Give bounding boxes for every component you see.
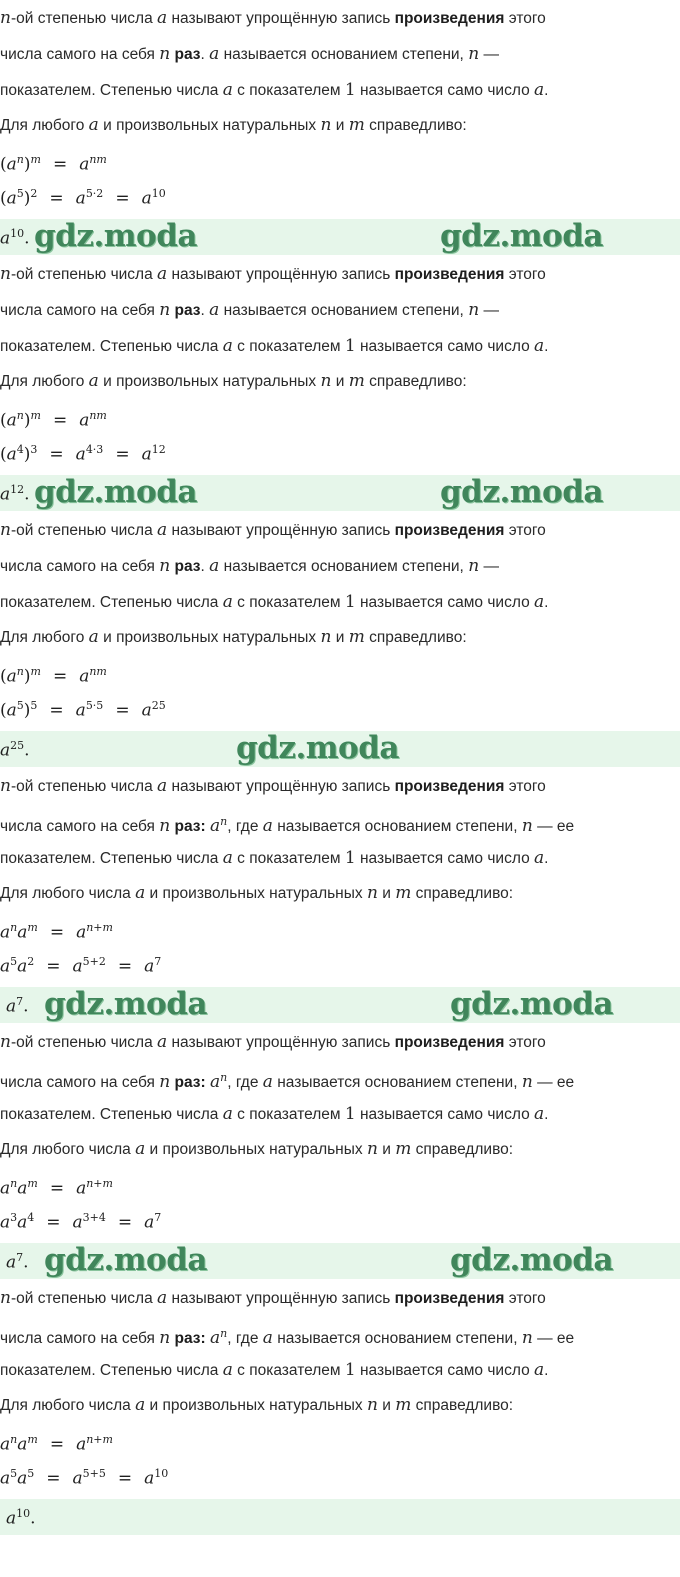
answer-row bbox=[0, 731, 680, 767]
formula-applied: $(a^5)^2 = a^{5\cdot 2} = a^{10}$ bbox=[0, 187, 166, 209]
formula-applied: $a^3a^4 = a^{3+4} = a^7$ bbox=[0, 1211, 162, 1233]
theory-line-3: показателем. Степенью числа a с показателем 1 называется само число a. bbox=[0, 80, 549, 100]
watermark: gdz.moda bbox=[44, 986, 207, 1022]
watermark: gdz.moda bbox=[450, 1242, 613, 1278]
theory-line-1: n-ой степенью числа a называют упрощённую запись произведения этого bbox=[0, 520, 546, 540]
theory-line-1: n-ой степенью числа a называют упрощённую запись произведения этого bbox=[0, 8, 546, 28]
watermark: gdz.moda bbox=[34, 218, 197, 254]
theory-line-2: числа самого на себя n раз: $a^n$, где a называется основанием степени, n — ее bbox=[0, 1327, 575, 1349]
theory-line-3: показателем. Степенью числа a с показателем 1 называется само число a. bbox=[0, 1360, 549, 1380]
exercise-block-2 bbox=[0, 256, 680, 512]
formula-general: $(a^n)^m = a^{nm}$ bbox=[0, 153, 107, 175]
theory-line-4: Для любого числа a и произвольных натуральных n и m справедливо: bbox=[0, 1395, 514, 1415]
theory-line-4: Для любого a и произвольных натуральных n и m справедливо: bbox=[0, 627, 467, 647]
formula-general: $a^na^m = a^{n+m}$ bbox=[0, 921, 113, 943]
theory-line-4: Для любого числа a и произвольных натуральных n и m справедливо: bbox=[0, 883, 514, 903]
answer-text: $a^7$. bbox=[6, 1251, 29, 1273]
theory-line-2: числа самого на себя n раз. a называется основанием степени, n — bbox=[0, 300, 499, 320]
answer-text: $a^{10}$. bbox=[6, 1507, 36, 1529]
watermark: gdz.moda bbox=[440, 474, 603, 510]
theory-line-4: Для любого a и произвольных натуральных n и m справедливо: bbox=[0, 371, 467, 391]
watermark: gdz.moda bbox=[236, 730, 399, 766]
answer-text: $a^{12}$. bbox=[0, 483, 30, 505]
theory-line-3: показателем. Степенью числа a с показателем 1 называется само число a. bbox=[0, 848, 549, 868]
formula-general: $a^na^m = a^{n+m}$ bbox=[0, 1177, 113, 1199]
exercise-block-1 bbox=[0, 0, 680, 256]
theory-line-4: Для любого a и произвольных натуральных n и m справедливо: bbox=[0, 115, 467, 135]
exercise-block-6 bbox=[0, 1280, 680, 1536]
formula-applied: $a^5a^2 = a^{5+2} = a^7$ bbox=[0, 955, 162, 977]
formula-applied: $(a^4)^3 = a^{4\cdot 3} = a^{12}$ bbox=[0, 443, 166, 465]
answer-row bbox=[0, 475, 680, 511]
watermark: gdz.moda bbox=[440, 218, 603, 254]
formula-general: $(a^n)^m = a^{nm}$ bbox=[0, 665, 107, 687]
theory-line-1: n-ой степенью числа a называют упрощённую запись произведения этого bbox=[0, 264, 546, 284]
watermark: gdz.moda bbox=[44, 1242, 207, 1278]
theory-line-1: n-ой степенью числа a называют упрощённую запись произведения этого bbox=[0, 1288, 546, 1308]
theory-line-3: показателем. Степенью числа a с показателем 1 называется само число a. bbox=[0, 1104, 549, 1124]
theory-line-2: числа самого на себя n раз. a называется основанием степени, n — bbox=[0, 44, 499, 64]
answer-text: $a^{25}$. bbox=[0, 739, 30, 761]
exercise-block-5 bbox=[0, 1024, 680, 1280]
formula-general: $a^na^m = a^{n+m}$ bbox=[0, 1433, 113, 1455]
theory-line-4: Для любого числа a и произвольных натуральных n и m справедливо: bbox=[0, 1139, 514, 1159]
theory-line-2: числа самого на себя n раз. a называется основанием степени, n — bbox=[0, 556, 499, 576]
answer-text: $a^{10}$. bbox=[0, 227, 30, 249]
theory-line-1: n-ой степенью числа a называют упрощённую запись произведения этого bbox=[0, 1032, 546, 1052]
answer-row bbox=[0, 987, 680, 1023]
theory-line-1: n-ой степенью числа a называют упрощённую запись произведения этого bbox=[0, 776, 546, 796]
formula-applied: $(a^5)^5 = a^{5\cdot 5} = a^{25}$ bbox=[0, 699, 166, 721]
theory-line-2: числа самого на себя n раз: $a^n$, где a называется основанием степени, n — ее bbox=[0, 1071, 575, 1093]
answer-row bbox=[0, 1243, 680, 1279]
answer-text: $a^7$. bbox=[6, 995, 29, 1017]
watermark: gdz.moda bbox=[450, 986, 613, 1022]
theory-line-3: показателем. Степенью числа a с показателем 1 называется само число a. bbox=[0, 592, 549, 612]
theory-line-2: числа самого на себя n раз: $a^n$, где a называется основанием степени, n — ее bbox=[0, 815, 575, 837]
formula-applied: $a^5a^5 = a^{5+5} = a^{10}$ bbox=[0, 1467, 169, 1489]
exercise-block-4 bbox=[0, 768, 680, 1024]
answer-row bbox=[0, 219, 680, 255]
theory-line-3: показателем. Степенью числа a с показателем 1 называется само число a. bbox=[0, 336, 549, 356]
formula-general: $(a^n)^m = a^{nm}$ bbox=[0, 409, 107, 431]
exercise-block-3 bbox=[0, 512, 680, 768]
watermark: gdz.moda bbox=[34, 474, 197, 510]
answer-row bbox=[0, 1499, 680, 1535]
